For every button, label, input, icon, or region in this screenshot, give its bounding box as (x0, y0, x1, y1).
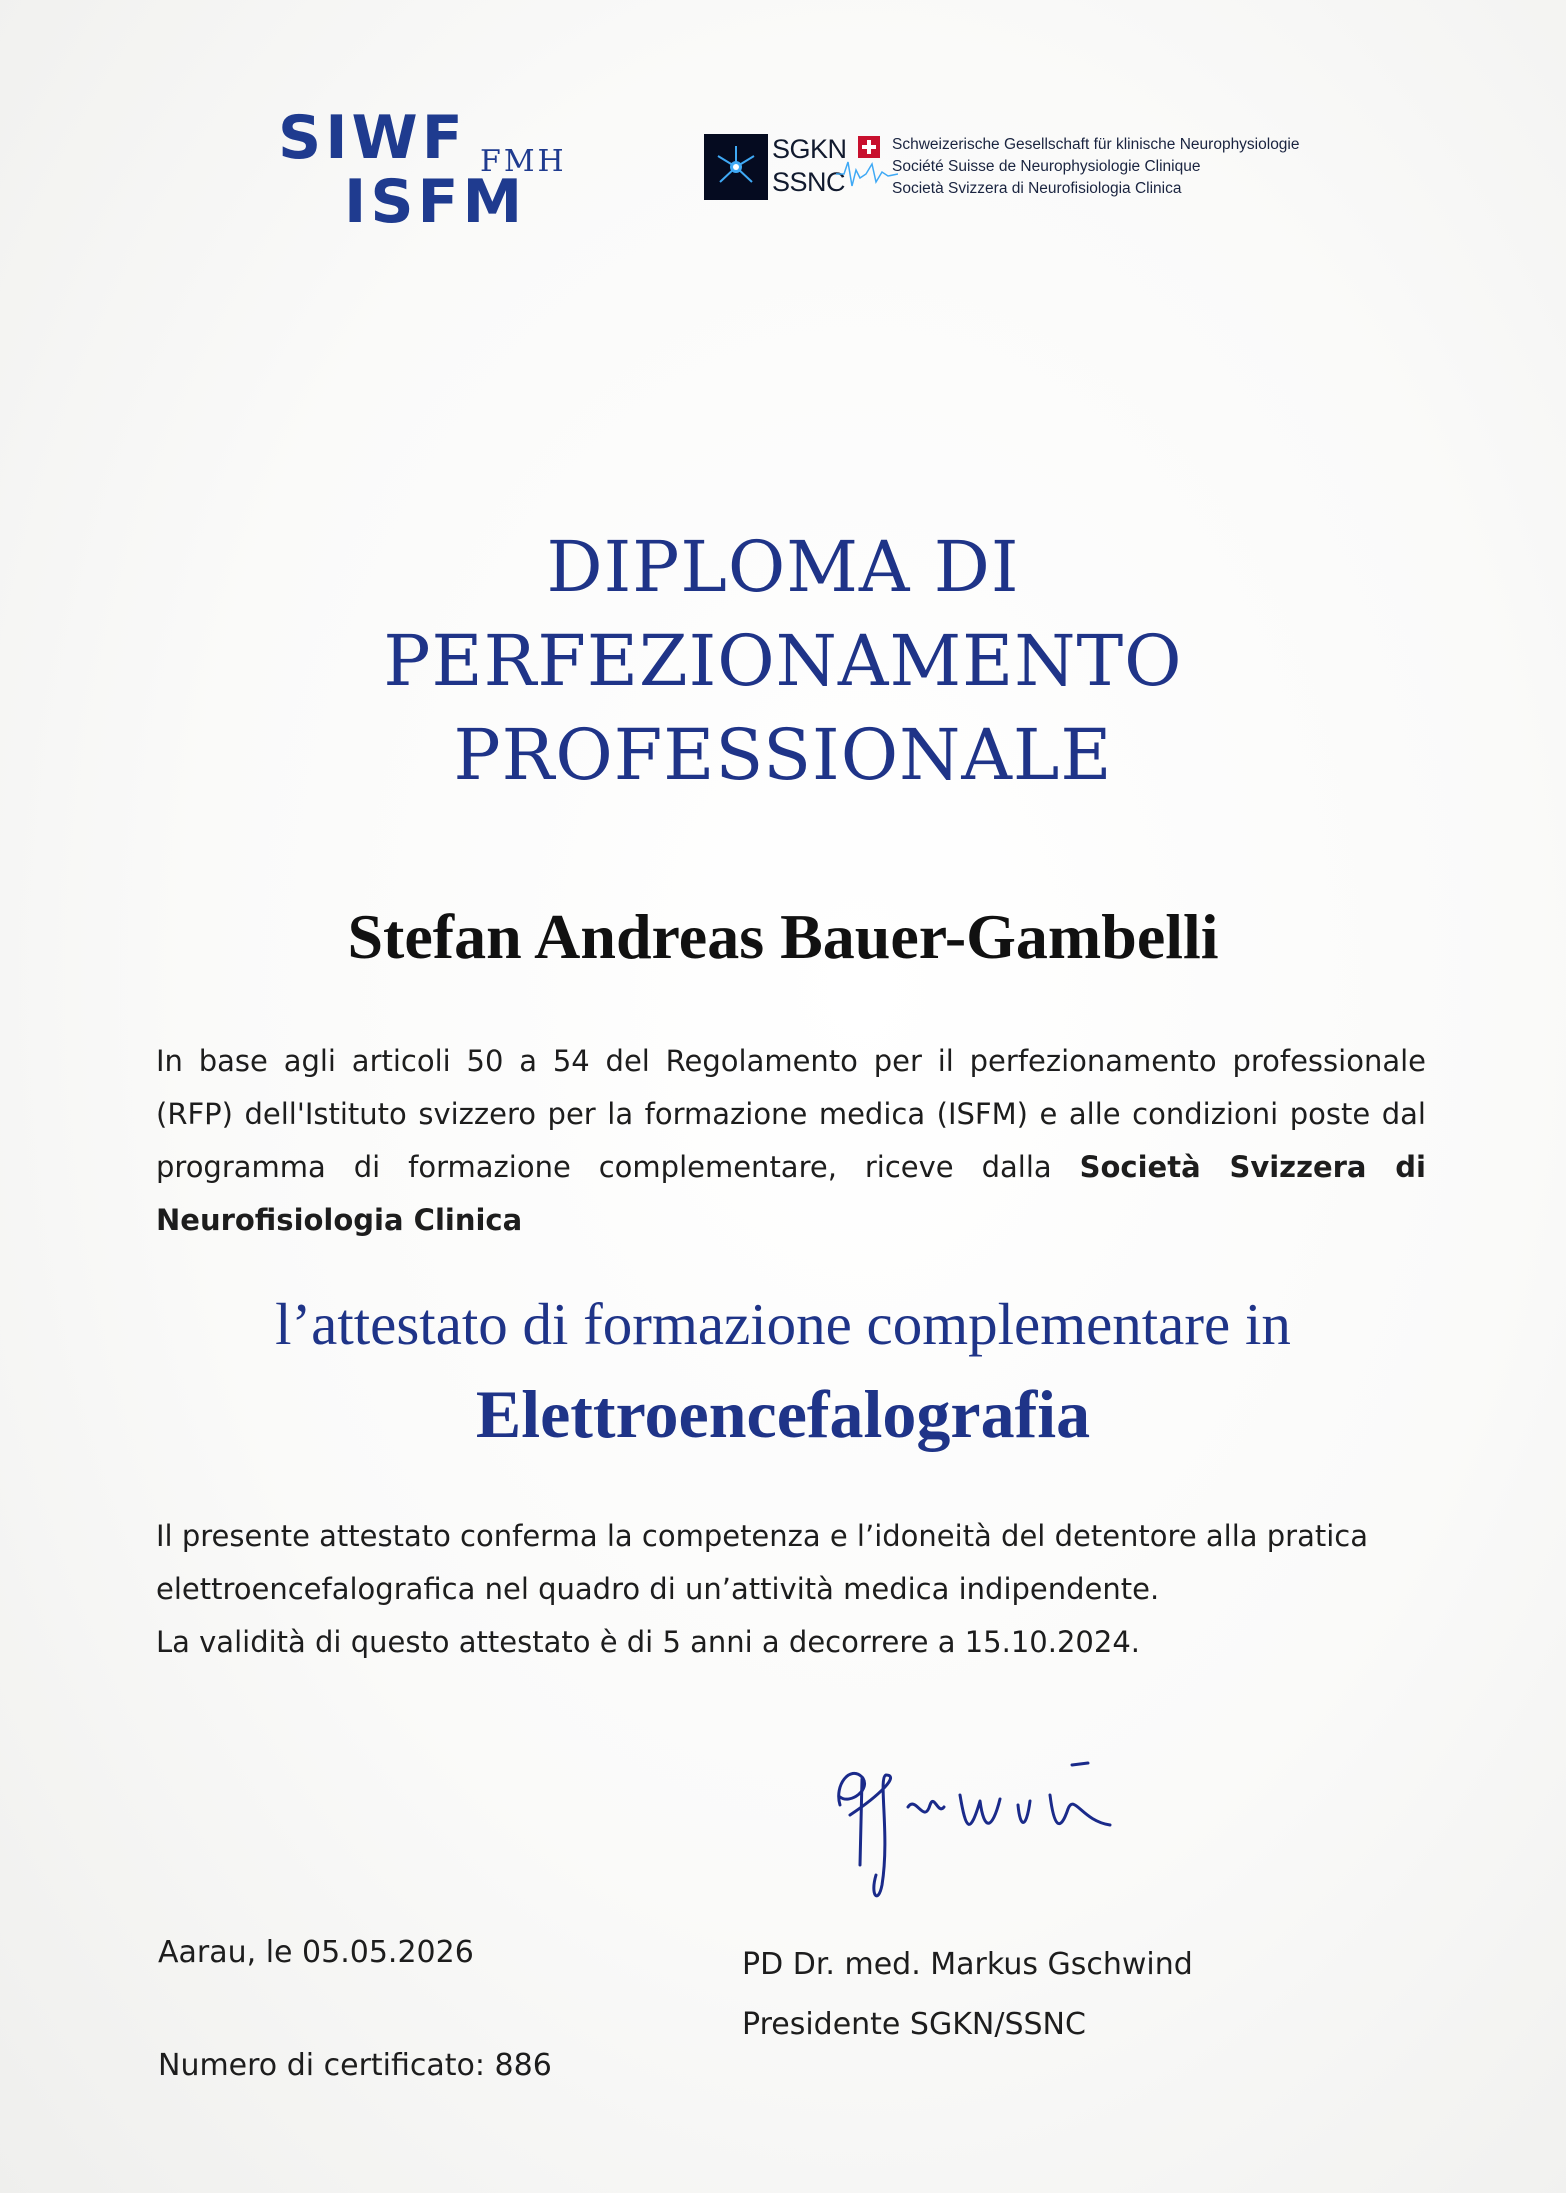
issuing-society: Società Svizzera di Neurofisiologia Clinica (156, 1150, 1426, 1237)
diploma-title (0, 520, 1566, 802)
title-line: DIPLOMA DI (546, 526, 1020, 608)
place-and-date: Aarau, le 05.05.2026 (158, 1935, 474, 1970)
validity-statement: La validità di questo attestato è di 5 anni a decorrere a 15.10.2024. (156, 1625, 1140, 1659)
handwritten-signature (820, 1735, 1150, 1915)
sgkn-ssnc-logo (704, 134, 1324, 210)
fmh-logo-text: FMH (480, 144, 567, 179)
validity-paragraph (156, 1510, 1426, 1669)
swiss-cross-icon (858, 136, 880, 158)
legal-basis-paragraph (156, 1035, 1426, 1247)
title-line: PROFESSIONALE (453, 714, 1113, 796)
isfm-logo-text: ISFM (344, 167, 527, 237)
certificate-number: Numero di certificato: 886 (158, 2048, 552, 2083)
society-name-it: Società Svizzera di Neurofisiologia Clinica (892, 180, 1182, 197)
sgkn-abbreviation: SGKN (772, 134, 847, 164)
title-line: PERFEZIONAMENTO (383, 620, 1183, 702)
siwf-logo-text: SIWF (278, 103, 467, 173)
legal-basis-text: In base agli articoli 50 a 54 del Regolamento per il perfezionamento professionale (RFP) dell'Istituto svizzero per la formazione medica (ISFM) e alle condizioni poste dal programma di formazione complementare, riceve dalla (156, 1044, 1426, 1184)
certificate-subject: Elettroencefalografia (475, 1376, 1091, 1452)
society-name-fr: Société Suisse de Neurophysiologie Clinique (892, 158, 1201, 175)
ssnc-abbreviation: SSNC (772, 167, 846, 197)
signatory-block (742, 1935, 1193, 2055)
competence-statement: Il presente attestato conferma la competenza e l’idoneità del detentore alla pratica elettroencefalografica nel quadro di un’attività medica indipendente. (156, 1519, 1368, 1606)
signatory-role: Presidente SGKN/SSNC (742, 2007, 1086, 2042)
certificate-phrase: l’attestato di formazione complementare in (275, 1291, 1291, 1357)
signatory-name: PD Dr. med. Markus Gschwind (742, 1947, 1193, 1982)
siwf-isfm-logo (278, 103, 578, 248)
society-name-de: Schweizerische Gesellschaft für klinische Neurophysiologie (892, 136, 1300, 153)
neuron-star-icon (704, 134, 768, 200)
society-names (892, 134, 1300, 200)
recipient-name: Stefan Andreas Bauer-Gambelli (347, 901, 1219, 972)
